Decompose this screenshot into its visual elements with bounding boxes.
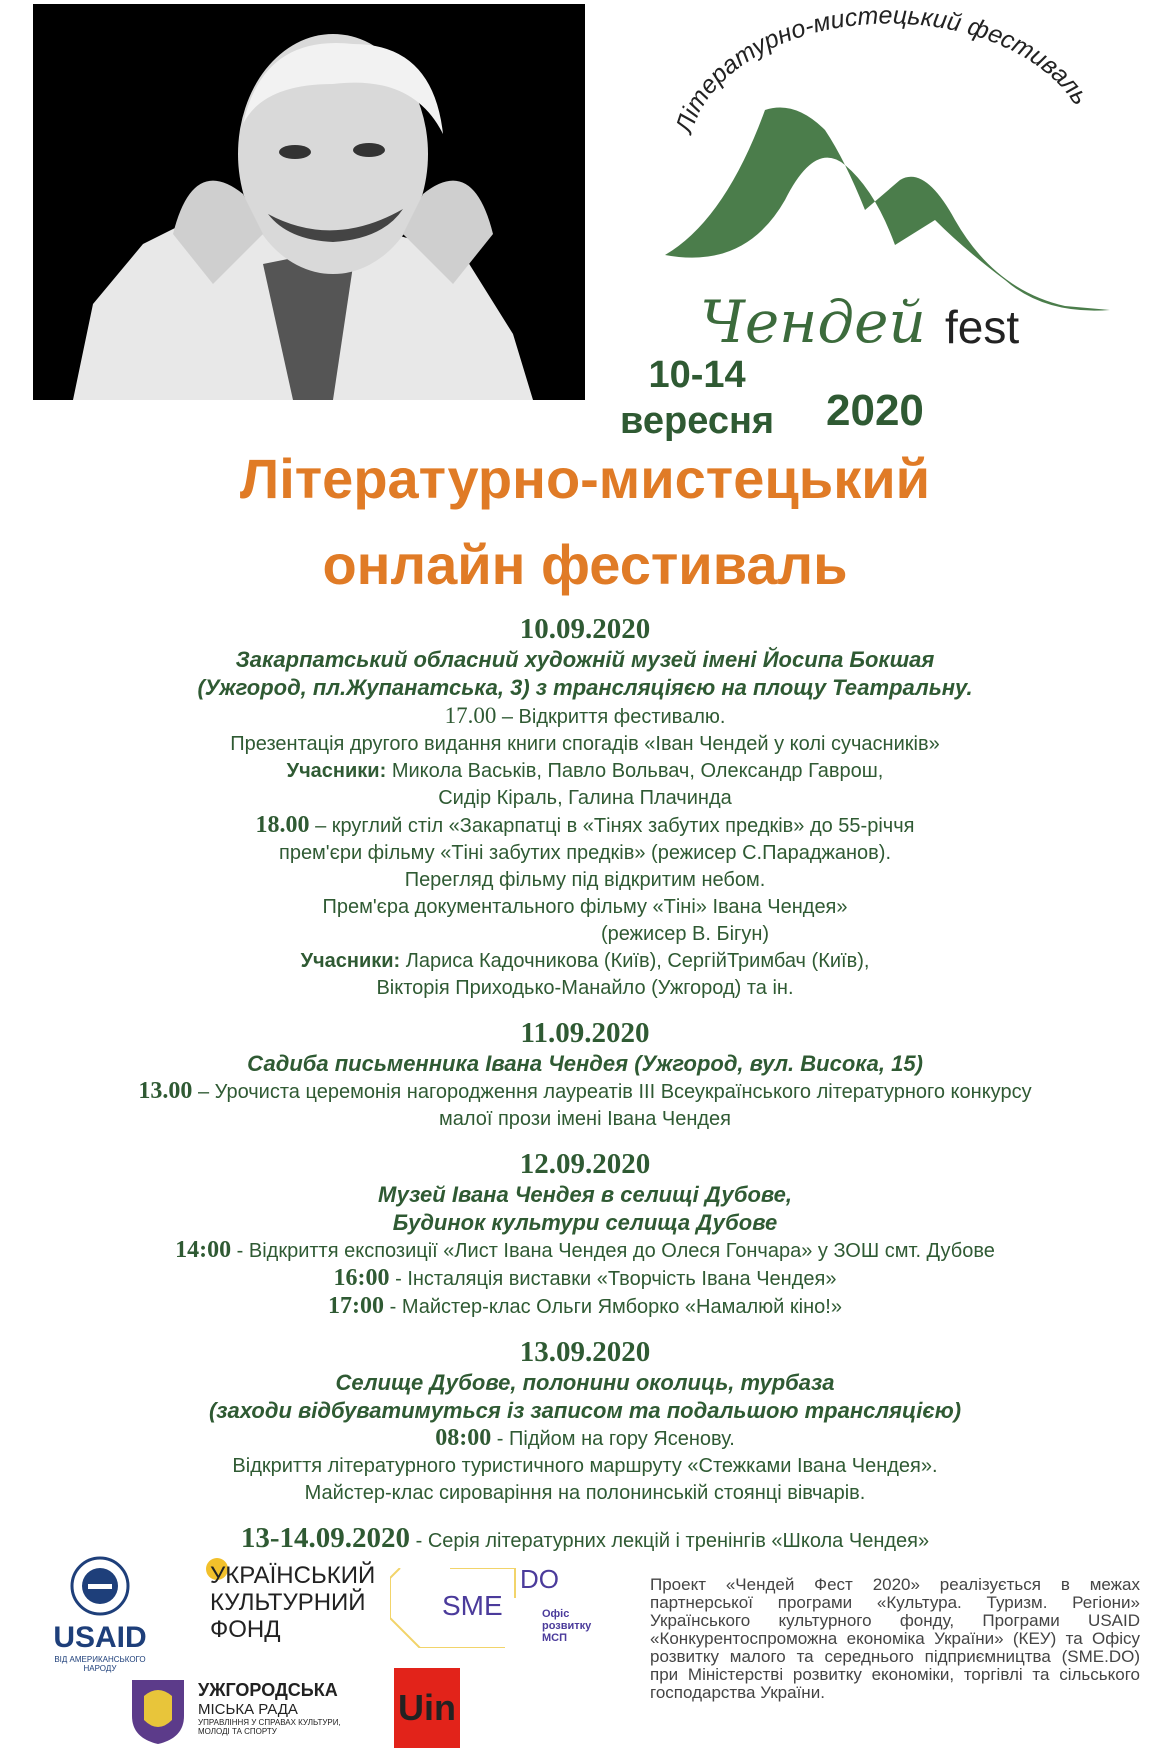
ukf-line-2: КУЛЬТУРНИЙ [210, 1589, 366, 1616]
uzh-line-4: МОЛОДІ ТА СПОРТУ [198, 1727, 277, 1736]
day1-date: 10.09.2020 [519, 613, 651, 645]
uzh-line-2: МІСЬКА РАДА [198, 1701, 298, 1718]
day1-event-3 [0, 812, 1170, 840]
day1-participants-4: Вікторія Приходько-Манайло (Ужгород) та ін. [376, 977, 794, 999]
sme-sub-1: Офіс [542, 1608, 570, 1620]
uzhhorod-coat-of-arms-icon [128, 1676, 188, 1746]
uzhhorod-council [198, 1680, 368, 1736]
event-text: - Підйом на гору Ясенову. [491, 1428, 735, 1450]
uzh-line-1: УЖГОРОДСЬКА [198, 1680, 338, 1700]
uin-label: Uin [398, 1687, 456, 1728]
day1-event-1 [0, 702, 1170, 731]
day1-event-4: прем'єри фільму «Тіні забутих предків» (режисер С.Параджанов). [278, 842, 891, 864]
logo-arc-label: Літературно-мистецький фестиваль [670, 4, 1095, 137]
final-date: 13-14.09.2020 [240, 1522, 411, 1554]
day1-event-6: Прем'єра документального фільму «Тіні» Івана Чендея» [322, 896, 848, 918]
event-text: – Урочиста церемонія нагородження лауреатів ІІІ Всеукраїнського літературного конкурсу [192, 1081, 1032, 1103]
event-text: – Відкриття фестивалю. [496, 706, 726, 728]
day4-venue-2: (заходи відбуватимуться із записом та подальшою трансляцією) [208, 1398, 962, 1423]
day4-date: 13.09.2020 [519, 1336, 651, 1368]
day3-event-3 [0, 1293, 1170, 1321]
day1-participants-1 [0, 758, 1170, 785]
day1-venue-2: (Ужгород, пл.Жупанатська, 3) з трансляціяєю на площу Театральну. [197, 675, 973, 700]
uzh-line-3: УПРАВЛІННЯ У СПРАВАХ КУЛЬТУРИ, [198, 1718, 341, 1727]
day3-event-1 [0, 1237, 1170, 1265]
participants: Лариса Кадочникова (Київ), СергійТримбач (Київ), [400, 950, 870, 972]
title-line-1: Літературно-мистецький [239, 447, 931, 510]
logo-fest: fest [945, 301, 1020, 353]
program [0, 612, 1170, 1555]
footer-text: Проект «Чендей Фест 2020» реалізується в межах партнерської програми «Культура. Туризм. Регіони» Українського культурного фонду, Програми USAID «Конкурентоспроможна економіка України» (КЕУ) та Офісу розвитку малого та середнього підприємництва (SME.DO) при Міністерстві розвитку економіки, торгівлі та сільського господарства України. [650, 1575, 1140, 1702]
day1-participants-2: Сидір Кіраль, Галина Плачинда [438, 787, 732, 809]
day4-event-1 [0, 1425, 1170, 1453]
title-line-2: онлайн фестиваль [322, 533, 848, 596]
do-label: DO [520, 1564, 559, 1594]
day2-event-2: малої прози імені Івана Чендея [438, 1108, 732, 1130]
day3-date: 12.09.2020 [519, 1148, 651, 1180]
ukf-logo [210, 1562, 376, 1643]
time: 17:00 [328, 1293, 385, 1319]
dates-month: вересня [620, 400, 775, 442]
sme-sub-2: розвитку [542, 1620, 592, 1632]
event-text: - Майстер-клас Ольги Ямборко «Намалюй кіно!» [384, 1296, 842, 1318]
time: 08:00 [435, 1425, 492, 1451]
usaid-seal-icon [70, 1556, 130, 1616]
event-text: - Серія літературних лекцій і тренінгів «Школа Чендея» [410, 1530, 930, 1552]
sme-sub-3: МСП [542, 1632, 568, 1644]
dates-days: 10-14 [648, 354, 746, 396]
day1-participants-3 [0, 948, 1170, 975]
day3-venue-1: Музей Івана Чендея в селищі Дубове, [378, 1182, 792, 1207]
day4-event-2: Відкриття літературного туристичного маршруту «Стежками Івана Чендея». [232, 1455, 938, 1477]
usaid-label: USAID [53, 1621, 147, 1654]
time: 13.00 [138, 1078, 193, 1104]
portrait-photo [33, 4, 585, 400]
logo-script: Чендей [700, 288, 926, 356]
day1-event-7: (режисер В. Бігун) [600, 923, 770, 945]
day3-venue-2: Будинок культури селища Дубове [392, 1210, 778, 1235]
time: 14:00 [175, 1237, 232, 1263]
day4-venue-1: Селище Дубове, полонини околиць, турбаза [335, 1370, 835, 1395]
uin-logo [394, 1668, 460, 1748]
day1-event-5: Перегляд фільму під відкритим небом. [404, 869, 766, 891]
usaid-logo [40, 1556, 160, 1673]
event-text: - Відкриття експозиції «Лист Івана Чендея до Олеся Гончара» у ЗОШ смт. Дубове [231, 1240, 995, 1262]
event-text: – круглий стіл «Закарпатці в «Тінях забутих предків» до 55-річчя [309, 815, 915, 837]
sme-label: SME [442, 1590, 503, 1621]
festival-dates [620, 352, 774, 444]
sme-logo [390, 1564, 592, 1648]
day1-event-2: Презентація другого видання книги спогадів «Іван Чендей у колі сучасників» [230, 733, 940, 755]
day2-venue: Садиба письменника Івана Чендея (Ужгород, вул. Висока, 15) [247, 1051, 923, 1076]
ukf-line-3: ФОНД [210, 1616, 281, 1643]
day2-event-1 [0, 1078, 1170, 1106]
time: 17.00 [444, 703, 497, 728]
participants-label: Учасники: [300, 950, 401, 972]
participants: Микола Васьків, Павло Вольвач, Олександр Гаврош, [386, 760, 884, 782]
day4-event-3: Майстер-клас сироваріння на полонинській стоянці вівчарів. [304, 1482, 866, 1504]
participants-label: Учасники: [286, 760, 387, 782]
usaid-sub: ВІД АМЕРИКАНСЬКОГО НАРОДУ [54, 1655, 146, 1673]
day2-date: 11.09.2020 [520, 1017, 650, 1049]
event-text: - Інсталяція виставки «Творчість Івана Чендея» [389, 1268, 837, 1290]
day3-event-2 [0, 1265, 1170, 1293]
mountain-logo [665, 70, 1110, 320]
time: 16:00 [333, 1265, 390, 1291]
ukf-line-1: УКРАЇНСЬКИЙ [210, 1562, 376, 1589]
final-event [0, 1521, 1170, 1555]
festival-year: 2020 [826, 386, 924, 435]
time: 18.00 [255, 812, 310, 838]
day1-venue-1: Закарпатський обласний художній музей імені Йосипа Бокшая [235, 647, 935, 672]
sme-subtitle [542, 1608, 591, 1644]
